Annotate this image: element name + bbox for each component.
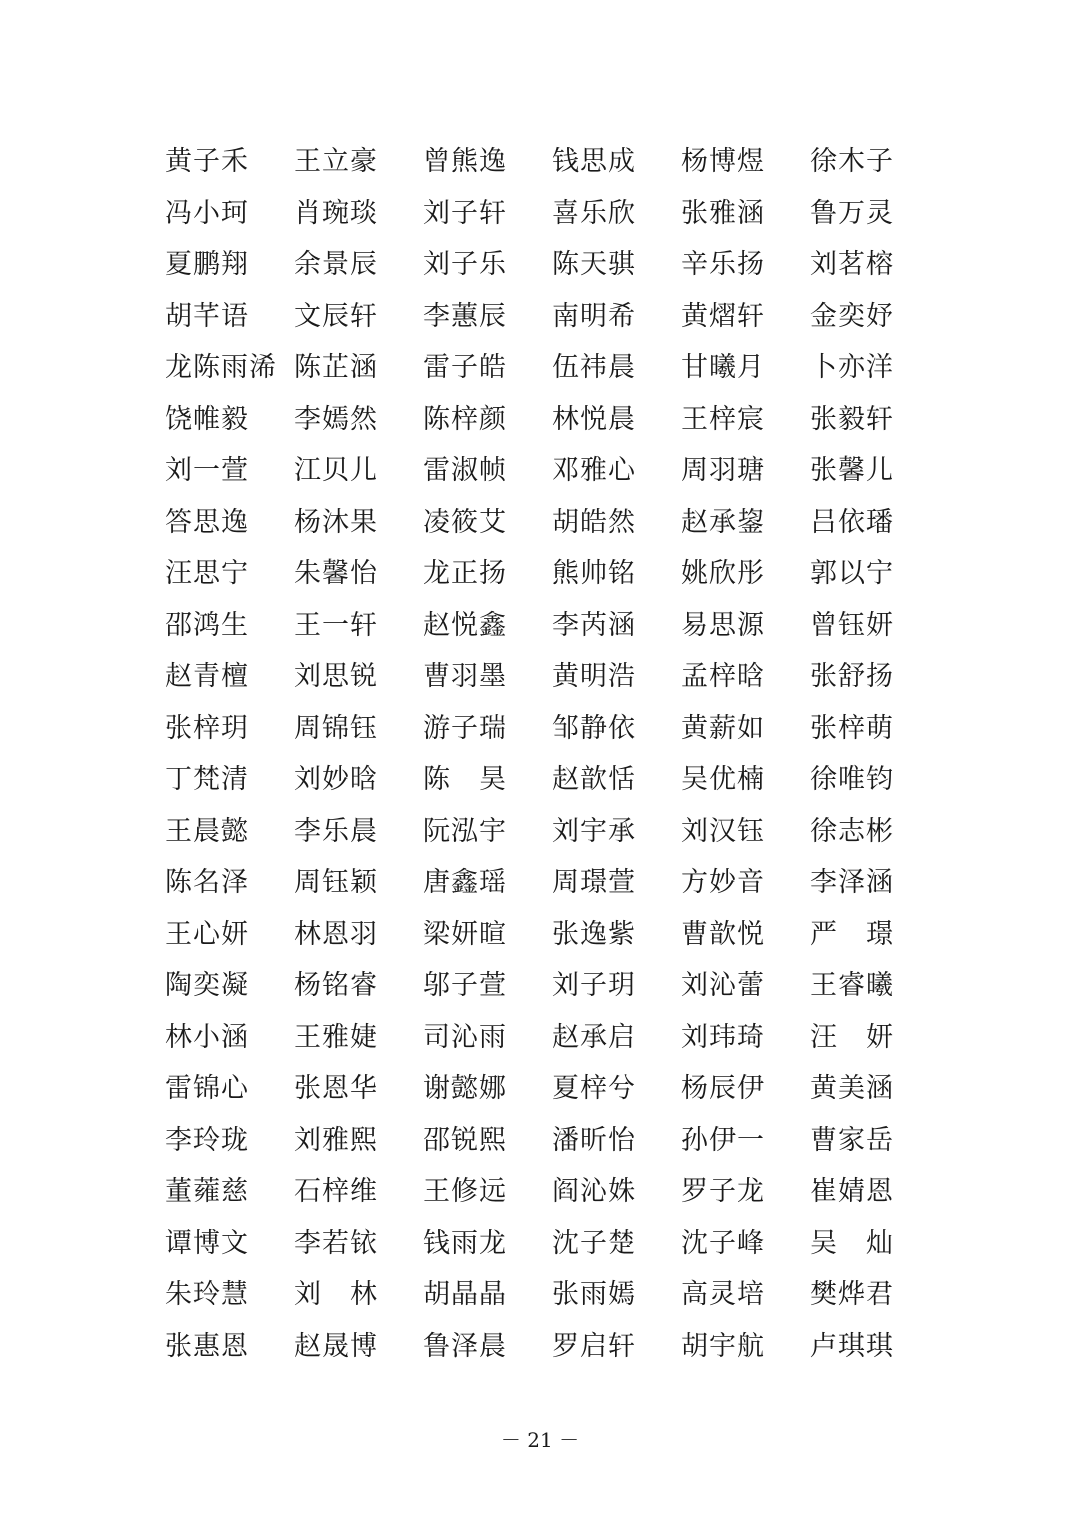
name-entry: 张梓萌 <box>810 712 894 744</box>
name-entry: 吕依璠 <box>810 506 894 538</box>
name-entry: 赵悦鑫 <box>423 609 507 641</box>
name-entry: 刘思锐 <box>294 661 378 692</box>
name-entry: 阎沁姝 <box>552 1176 636 1207</box>
name-entry: 李玲珑 <box>165 1124 249 1156</box>
name-entry: 陶奕凝 <box>165 970 249 1001</box>
name-entry: 喜乐欣 <box>552 197 636 229</box>
name-entry: 王心妍 <box>165 918 249 950</box>
name-entry: 邵鸿生 <box>165 609 249 641</box>
name-entry: 曹羽墨 <box>423 661 507 692</box>
name-entry: 雷淑帧 <box>423 455 507 486</box>
name-entry: 汪 妍 <box>810 1021 894 1053</box>
name-entry: 张逸紫 <box>552 918 636 950</box>
name-list-grid <box>165 136 925 1372</box>
name-entry: 李嫣然 <box>294 403 378 435</box>
name-entry: 江贝儿 <box>294 455 378 486</box>
name-entry: 朱玲慧 <box>165 1279 249 1310</box>
name-entry: 郭以宁 <box>810 558 894 589</box>
name-entry: 赵承启 <box>552 1021 636 1053</box>
name-entry: 雷锦心 <box>165 1073 249 1104</box>
name-entry: 曾熊逸 <box>423 146 507 177</box>
name-entry: 卜亦洋 <box>810 352 894 383</box>
name-entry: 谢懿娜 <box>423 1073 507 1104</box>
name-entry: 刘子玥 <box>552 970 636 1001</box>
name-entry: 刘子乐 <box>423 249 507 280</box>
name-entry: 王睿曦 <box>810 970 894 1001</box>
name-entry: 周钰颖 <box>294 867 378 898</box>
name-entry: 丁梵清 <box>165 764 249 795</box>
name-entry: 张恩华 <box>294 1073 378 1104</box>
name-entry: 赵青檀 <box>165 661 249 692</box>
name-entry: 龙陈雨浠 <box>165 352 277 383</box>
name-entry: 梁妍暄 <box>423 918 507 950</box>
name-entry: 崔婧恩 <box>810 1176 894 1207</box>
name-entry: 邵锐熙 <box>423 1124 507 1156</box>
name-entry: 高灵培 <box>681 1279 765 1310</box>
name-entry: 吴 灿 <box>810 1227 894 1259</box>
name-entry: 王雅婕 <box>294 1021 378 1053</box>
name-entry: 林小涵 <box>165 1021 249 1053</box>
name-entry: 胡宇航 <box>681 1330 765 1362</box>
name-entry: 王梓宸 <box>681 403 765 435</box>
name-entry: 陈梓颜 <box>423 403 507 435</box>
name-entry: 胡芊语 <box>165 300 249 332</box>
name-entry: 邹静依 <box>552 712 636 744</box>
name-entry: 卢琪琪 <box>810 1330 894 1362</box>
name-entry: 张舒扬 <box>810 661 894 692</box>
name-entry: 邓雅心 <box>552 455 636 486</box>
name-entry: 张惠恩 <box>165 1330 249 1362</box>
name-entry: 夏梓兮 <box>552 1073 636 1104</box>
name-entry: 陈芷涵 <box>294 352 378 383</box>
name-entry: 李蕙辰 <box>423 300 507 332</box>
name-entry: 凌筱艾 <box>423 506 507 538</box>
name-entry: 孟梓晗 <box>681 661 765 692</box>
name-entry: 沈子楚 <box>552 1227 636 1259</box>
name-entry: 冯小珂 <box>165 197 249 229</box>
name-entry: 龙正扬 <box>423 558 507 589</box>
name-entry: 曹歆悦 <box>681 918 765 950</box>
name-entry: 潘昕怡 <box>552 1124 636 1156</box>
name-entry: 徐志彬 <box>810 815 894 847</box>
name-entry: 李若铱 <box>294 1227 378 1259</box>
name-entry: 伍祎晨 <box>552 352 636 383</box>
name-entry: 陈名泽 <box>165 867 249 898</box>
name-entry: 姚欣彤 <box>681 558 765 589</box>
name-entry: 曾钰妍 <box>810 609 894 641</box>
name-entry: 吴优楠 <box>681 764 765 795</box>
name-entry: 陈 昊 <box>423 764 507 795</box>
name-entry: 李芮涵 <box>552 609 636 641</box>
name-entry: 徐唯钧 <box>810 764 894 795</box>
name-entry: 刘玮琦 <box>681 1021 765 1053</box>
name-entry: 严 璟 <box>810 918 894 950</box>
name-entry: 钱思成 <box>552 146 636 177</box>
name-entry: 夏鹏翔 <box>165 249 249 280</box>
name-entry: 鲁万灵 <box>810 197 894 229</box>
name-entry: 杨沐果 <box>294 506 378 538</box>
name-entry: 赵歆恬 <box>552 764 636 795</box>
name-entry: 罗子龙 <box>681 1176 765 1207</box>
name-entry: 周羽瑭 <box>681 455 765 486</box>
page-number: － 21 － <box>500 1428 580 1452</box>
name-entry: 张雅涵 <box>681 197 765 229</box>
name-entry: 刘 林 <box>294 1279 378 1310</box>
name-entry: 周锦钰 <box>294 712 378 744</box>
name-entry: 樊烨君 <box>810 1279 894 1310</box>
name-entry: 徐木子 <box>810 146 894 177</box>
name-entry: 饶帷毅 <box>165 403 249 435</box>
name-entry: 林悦晨 <box>552 403 636 435</box>
name-entry: 刘汉钰 <box>681 815 765 847</box>
name-entry: 周璟萱 <box>552 867 636 898</box>
name-entry: 雷子皓 <box>423 352 507 383</box>
name-entry: 黄熠轩 <box>681 300 765 332</box>
name-entry: 沈子峰 <box>681 1227 765 1259</box>
name-entry: 李乐晨 <box>294 815 378 847</box>
name-entry: 鲁泽晨 <box>423 1330 507 1362</box>
name-entry: 阮泓宇 <box>423 815 507 847</box>
name-entry: 金奕妤 <box>810 300 894 332</box>
name-entry: 易思源 <box>681 609 765 641</box>
name-entry: 赵晟博 <box>294 1330 378 1362</box>
name-entry: 南明希 <box>552 300 636 332</box>
name-entry: 甘曦月 <box>681 352 765 383</box>
name-entry: 黄薪如 <box>681 712 765 744</box>
name-entry: 张梓玥 <box>165 712 249 744</box>
name-entry: 杨铭睿 <box>294 970 378 1001</box>
name-entry: 张毅轩 <box>810 403 894 435</box>
name-entry: 王晨懿 <box>165 815 249 847</box>
name-entry: 王立豪 <box>294 146 378 177</box>
name-entry: 罗启轩 <box>552 1330 636 1362</box>
name-entry: 司沁雨 <box>423 1021 507 1053</box>
name-entry: 汪思宁 <box>165 558 249 589</box>
name-entry: 游子瑞 <box>423 712 507 744</box>
name-entry: 董蕹慈 <box>165 1176 249 1207</box>
name-entry: 张雨嫣 <box>552 1279 636 1310</box>
name-entry: 刘妙晗 <box>294 764 378 795</box>
name-entry: 答思逸 <box>165 506 249 538</box>
name-entry: 胡皓然 <box>552 506 636 538</box>
name-entry: 刘沁蕾 <box>681 970 765 1001</box>
name-entry: 方妙音 <box>681 867 765 898</box>
name-entry: 胡晶晶 <box>423 1279 507 1310</box>
name-entry: 刘宇承 <box>552 815 636 847</box>
name-entry: 陈天骐 <box>552 249 636 280</box>
name-entry: 王修远 <box>423 1176 507 1207</box>
name-entry: 唐鑫瑶 <box>423 867 507 898</box>
name-entry: 钱雨龙 <box>423 1227 507 1259</box>
name-entry: 赵承鋆 <box>681 506 765 538</box>
name-entry: 曹家岳 <box>810 1124 894 1156</box>
name-entry: 林恩羽 <box>294 918 378 950</box>
name-entry: 刘雅熙 <box>294 1124 378 1156</box>
name-entry: 黄美涵 <box>810 1073 894 1104</box>
name-entry: 张馨儿 <box>810 455 894 486</box>
name-entry: 邬子萱 <box>423 970 507 1001</box>
name-entry: 黄子禾 <box>165 146 249 177</box>
name-entry: 杨辰伊 <box>681 1073 765 1104</box>
name-entry: 李泽涵 <box>810 867 894 898</box>
name-entry: 孙伊一 <box>681 1124 765 1156</box>
name-entry: 王一轩 <box>294 609 378 641</box>
name-entry: 谭博文 <box>165 1227 249 1259</box>
name-entry: 刘茗榕 <box>810 249 894 280</box>
name-entry: 肖琬琰 <box>294 197 378 229</box>
name-entry: 黄明浩 <box>552 661 636 692</box>
name-entry: 熊帅铭 <box>552 558 636 589</box>
name-entry: 辛乐扬 <box>681 249 765 280</box>
name-entry: 余景辰 <box>294 249 378 280</box>
name-entry: 杨博煜 <box>681 146 765 177</box>
name-entry: 文辰轩 <box>294 300 378 332</box>
name-entry: 石梓维 <box>294 1176 378 1207</box>
name-entry: 朱馨怡 <box>294 558 378 589</box>
name-entry: 刘一萱 <box>165 455 249 486</box>
name-entry: 刘子轩 <box>423 197 507 229</box>
